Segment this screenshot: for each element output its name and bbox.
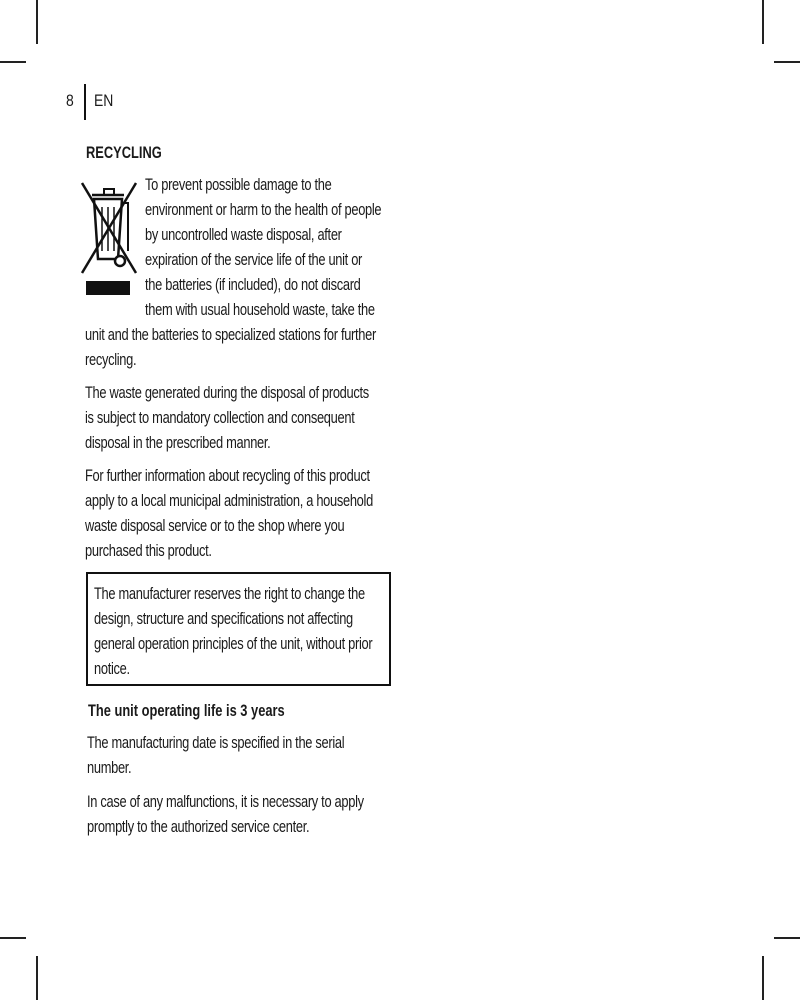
recycling-paragraph-1 — [145, 173, 448, 323]
text-line: the batteries (if included), do not discard — [145, 276, 361, 294]
text-line: recycling. — [85, 351, 137, 369]
crop-mark — [774, 61, 800, 63]
page-language: EN — [94, 91, 114, 110]
crop-mark — [0, 937, 26, 939]
text-line: is subject to mandatory collection and consequent — [85, 409, 355, 427]
recycling-paragraph-1-continued — [85, 323, 458, 373]
section-title-recycling: RECYCLING — [86, 144, 162, 162]
text-line: disposal in the prescribed manner. — [85, 434, 271, 452]
text-line: design, structure and specifications not affecting — [94, 610, 353, 628]
page-header-divider — [84, 84, 86, 120]
crossed-out-wheelie-bin-icon — [80, 181, 138, 297]
recycling-paragraph-3 — [85, 464, 454, 564]
text-line: apply to a local municipal administration, a household — [85, 492, 373, 510]
text-line: general operation principles of the unit, without prior — [94, 635, 373, 653]
crop-mark — [762, 956, 764, 1000]
crop-mark — [36, 0, 38, 44]
text-line: environment or harm to the health of people — [145, 201, 382, 219]
text-line: notice. — [94, 660, 130, 678]
text-line: The manufacturing date is specified in the serial — [87, 734, 345, 752]
text-line: them with usual household waste, take the — [145, 301, 375, 319]
crop-mark — [36, 956, 38, 1000]
text-line: expiration of the service life of the unit or — [145, 251, 363, 269]
text-line: purchased this product. — [85, 542, 212, 560]
manufacturer-notice-box — [86, 572, 391, 686]
malfunction-paragraph — [87, 790, 442, 840]
manufacturing-date-paragraph — [87, 731, 417, 781]
crop-mark — [762, 0, 764, 44]
crop-mark — [0, 61, 26, 63]
text-line: To prevent possible damage to the — [145, 176, 332, 194]
text-line: by uncontrolled waste disposal, after — [145, 226, 342, 244]
page-number: 8 — [66, 91, 74, 110]
text-line: The waste generated during the disposal of products — [85, 384, 369, 402]
text-line: unit and the batteries to specialized stations for further — [85, 326, 376, 344]
text-line: number. — [87, 759, 132, 777]
crop-mark — [774, 937, 800, 939]
text-line: promptly to the authorized service center. — [87, 818, 310, 836]
text-line: waste disposal service or to the shop where you — [85, 517, 345, 535]
text-line: The manufacturer reserves the right to change the — [94, 585, 365, 603]
section-title-operating-life: The unit operating life is 3 years — [88, 702, 285, 720]
recycling-paragraph-2 — [85, 381, 449, 456]
text-line: For further information about recycling of this product — [85, 467, 370, 485]
text-line: In case of any malfunctions, it is necessary to apply — [87, 793, 364, 811]
